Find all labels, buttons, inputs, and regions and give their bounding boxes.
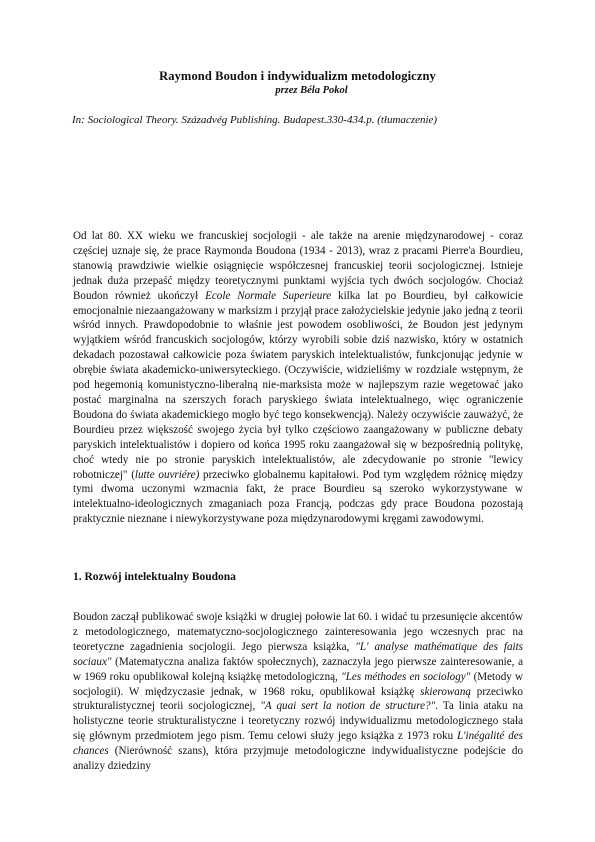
document-author: przez Béla Pokol bbox=[275, 85, 348, 96]
section-text-3: (Metody w socjologii). W międzyczasie jednak, w 1968 roku, opublikował książkę bbox=[73, 670, 524, 698]
section-paragraph bbox=[73, 610, 523, 774]
section-heading: 1. Rozwój intelektualny Boudona bbox=[73, 571, 236, 583]
section-italic-1: "L' analyse mathématique des faits sociaux" bbox=[73, 640, 523, 668]
intro-paragraph bbox=[73, 229, 523, 527]
section-italic-2: "Les méthodes en sociology" bbox=[341, 670, 471, 683]
intro-text-2: kilka lat po Bourdieu, był całkowicie emocjonalnie niezaangażowany w marksizm i przyjął prace założycielskie jedynie jako jedną z teorii wśród innych. Prawdopodobnie to właśnie jest powodem osobliwości, że Boudon jest jedynym wyjątkiem wśród francuskich socjologów, którzy wyrobili sobie dziś nazwisko, który w ostatnich dekadach pozostawał całkowicie poza światem paryskich intelektualistów, funkcjonując jedynie w obrębie świata akademicko-uniwersyteckiego. (Oczywiście, widzieliśmy w rozdziale wstępnym, że pod hegemonią komunistyczno-liberalną nie-marksista może w najlepszym razie wegetować jako postać marginalna na szerszych forach paryskiego świata intelektualnego, więc ograniczenie Boudona do świata akademickiego mogło być tego konsekwencją). Należy oczywiście zauważyć, że Bourdieu przez większość swojego życia był tylko częściowo zaangażowany w publiczne debaty paryskich intelektualistów i dopiero od końca 1995 roku zaangażował się w bezpośrednią politykę, choć wtedy nie po stronie paryskich intelektualistów, ale zdecydowanie po stronie "lewicy robotniczej" ( bbox=[73, 289, 523, 481]
section-text-5: . Ta linia ataku na holistyczne teorie strukturalistyczne i teoretyczny rozwój indywidualizmu metodologicznego stała się głównym przedmiotem jego pism. Temu celowi służy jego książka z 1973 roku bbox=[73, 700, 523, 743]
intro-text-1: Od lat 80. XX wieku we francuskiej socjologii - ale także na arenie międzynarodowej - coraz częściej uznaje się, że prace Raymonda Boudona (1934 - 2013), wraz z pracami Pierre'a Bourdieu, stanowią prawdziwie wielkie osiągnięcie współczesnej francuskiej teorii socjologicznej. Istnieje jednak duża przepaść między teoretycznymi punktami wyjścia tych dwóch socjologów. Chociaż Boudon również ukończył bbox=[73, 230, 523, 302]
section-text-2: (Matematyczna analiza faktów społecznych), zaznaczyła jego pierwsze zainteresowanie, a w 1969 roku opublikował kolejną książkę metodologiczną, bbox=[73, 655, 523, 683]
section-text-6: (Nierówność szans), która przyjmuje metodologiczne indywidualistyczne podejście do analizy dziedziny bbox=[73, 745, 523, 773]
document-title: Raymond Boudon i indywidualizm metodologiczny bbox=[159, 69, 436, 83]
intro-italic-2: lutte ouvriére) bbox=[134, 468, 200, 481]
section-text-1: Boudon zaczął publikować swoje książki w drugiej połowie lat 60. i widać tu przesunięcie akcentów z metodologicznego, matematyczno-socjologicznego zainteresowania jego wczesnych prac na teoretyczne zagadnienia socjologii. Jego pierwsza książka, bbox=[73, 611, 523, 653]
intro-italic-1: Ecole Normale Superieure bbox=[205, 289, 332, 302]
section-text-4: przeciwko strukturalistycznej teorii socjologicznej, bbox=[73, 685, 523, 713]
source-citation: In: Sociological Theory. Századvég Publishing. Budapest.330-434.p. (tłumaczenie) bbox=[72, 114, 438, 126]
section-italic-5: L'inégalité des chances bbox=[73, 730, 524, 758]
section-italic-4: "A quai sert la notion de structure?" bbox=[260, 700, 436, 713]
section-italic-3: skierowaną bbox=[420, 685, 471, 698]
intro-text-3: przeciwko globalnemu kapitałowi. Pod tym względem różnicę między tymi dwoma uczonymi wzmacnia fakt, że prace Bourdieu są szeroko wykorzystywane w intelektualno-ideologicznych zmaganiach poza Francją, podczas gdy prace Boudona pozostają praktycznie nieznane i niewykorzystywane poza międzynarodowymi kręgami zawodowymi. bbox=[73, 468, 523, 526]
